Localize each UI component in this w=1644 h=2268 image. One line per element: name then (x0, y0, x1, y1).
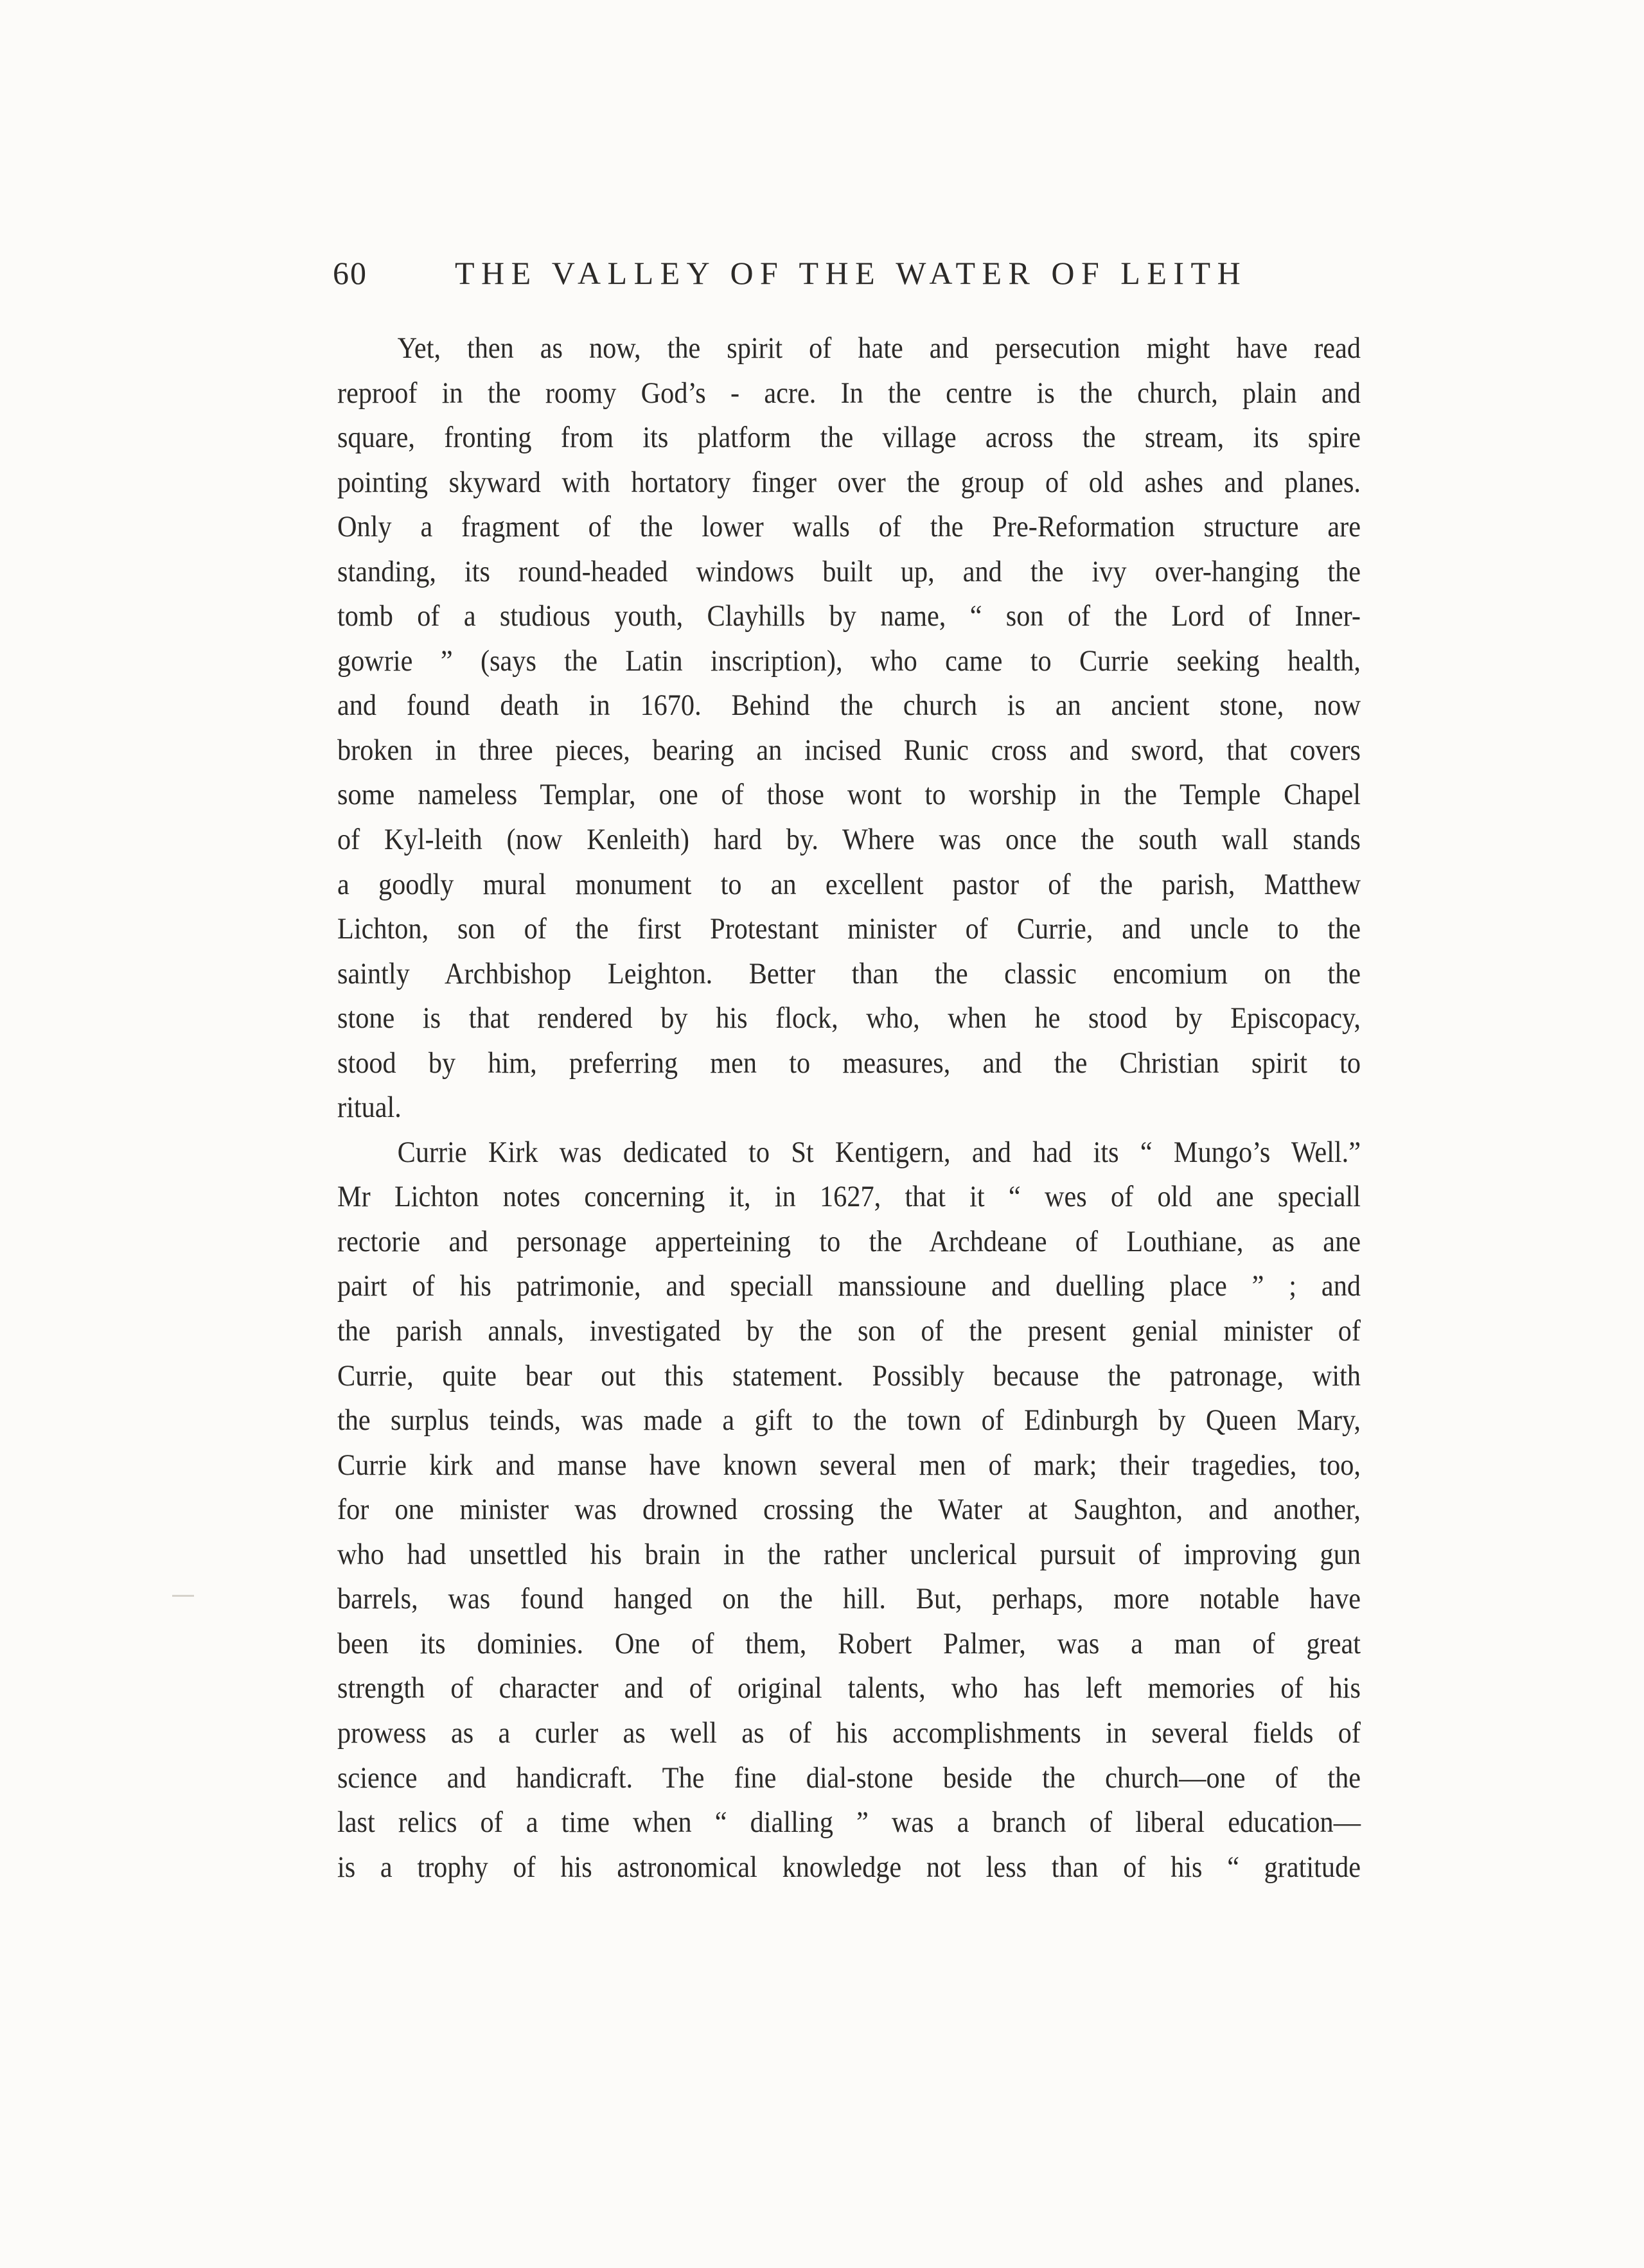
text-line: stood by him, preferring men to measures, and the Christian spirit to (337, 1046, 1361, 1080)
text-line: pointing skyward with hortatory finger over the group of old ashes and planes. (337, 465, 1361, 499)
text-line: rectorie and personage apperteining to the Archdeane of Louthiane, as ane (337, 1224, 1361, 1258)
text-line: stone is that rendered by his flock, who, when he stood by Episcopacy, (337, 1001, 1361, 1035)
text-line: Currie Kirk was dedicated to St Kentigern, and had its “ Mungo’s Well.” (397, 1135, 1361, 1169)
text-line: tomb of a studious youth, Clayhills by name, “ son of the Lord of Inner- (337, 599, 1361, 633)
text-line: prowess as a curler as well as of his accomplishments in several fields of (337, 1716, 1361, 1750)
running-head (333, 252, 1357, 294)
text-line: for one minister was drowned crossing the Water at Saughton, and another, (337, 1493, 1361, 1527)
body-text (337, 326, 1361, 1890)
text-line: Currie kirk and manse have known several men of mark; their tragedies, too, (337, 1448, 1361, 1482)
text-line: square, fronting from its platform the village across the stream, its spire (337, 421, 1361, 455)
text-line: Mr Lichton notes concerning it, in 1627, that it “ wes of old ane speciall (337, 1180, 1361, 1214)
text-line: Only a fragment of the lower walls of the Pre-Reformation structure are (337, 510, 1361, 544)
text-line: last relics of a time when “ dialling ” was a branch of liberal education— (337, 1806, 1361, 1840)
text-line: broken in three pieces, bearing an incised Runic cross and sword, that covers (337, 733, 1361, 767)
text-line: is a trophy of his astronomical knowledge not less than of his “ gratitude (337, 1850, 1361, 1884)
text-line: of Kyl-leith (now Kenleith) hard by. Where was once the south wall stands (337, 823, 1361, 857)
text-line: gowrie ” (says the Latin inscription), who came to Currie seeking health, (337, 644, 1361, 678)
text-line: the surplus teinds, was made a gift to the town of Edinburgh by Queen Mary, (337, 1403, 1361, 1437)
page-number: 60 (333, 255, 367, 291)
margin-mark (172, 1595, 194, 1597)
text-line: strength of character and of original talents, who has left memories of his (337, 1671, 1361, 1705)
text-line: reproof in the roomy God’s - acre. In the centre is the church, plain and (337, 376, 1361, 410)
text-line: science and handicraft. The fine dial-stone beside the church—one of the (337, 1761, 1361, 1795)
text-line: some nameless Templar, one of those wont to worship in the Temple Chapel (337, 778, 1361, 812)
running-title: THE VALLEY OF THE WATER OF LEITH (455, 255, 1248, 291)
text-line: pairt of his patrimonie, and speciall manssioune and duelling place ” ; and (337, 1269, 1361, 1303)
text-line: ritual. (337, 1091, 402, 1125)
text-line: saintly Archbishop Leighton. Better than the classic encomium on the (337, 956, 1361, 990)
text-line: standing, its round-headed windows built up, and the ivy over-hanging the (337, 554, 1361, 588)
text-line: Yet, then as now, the spirit of hate and persecution might have read (397, 331, 1361, 365)
text-line: Currie, quite bear out this statement. Possibly because the patronage, with (337, 1358, 1361, 1393)
text-line: and found death in 1670. Behind the church is an ancient stone, now (337, 689, 1361, 723)
text-line: barrels, was found hanged on the hill. But, perhaps, more notable have (337, 1582, 1361, 1616)
text-line: a goodly mural monument to an excellent pastor of the parish, Matthew (337, 867, 1361, 901)
text-line: the parish annals, investigated by the son of the present genial minister of (337, 1314, 1361, 1348)
text-line: Lichton, son of the first Protestant minister of Currie, and uncle to the (337, 912, 1361, 946)
text-line: who had unsettled his brain in the rather unclerical pursuit of improving gun (337, 1537, 1361, 1571)
text-line: been its dominies. One of them, Robert Palmer, was a man of great (337, 1626, 1361, 1660)
